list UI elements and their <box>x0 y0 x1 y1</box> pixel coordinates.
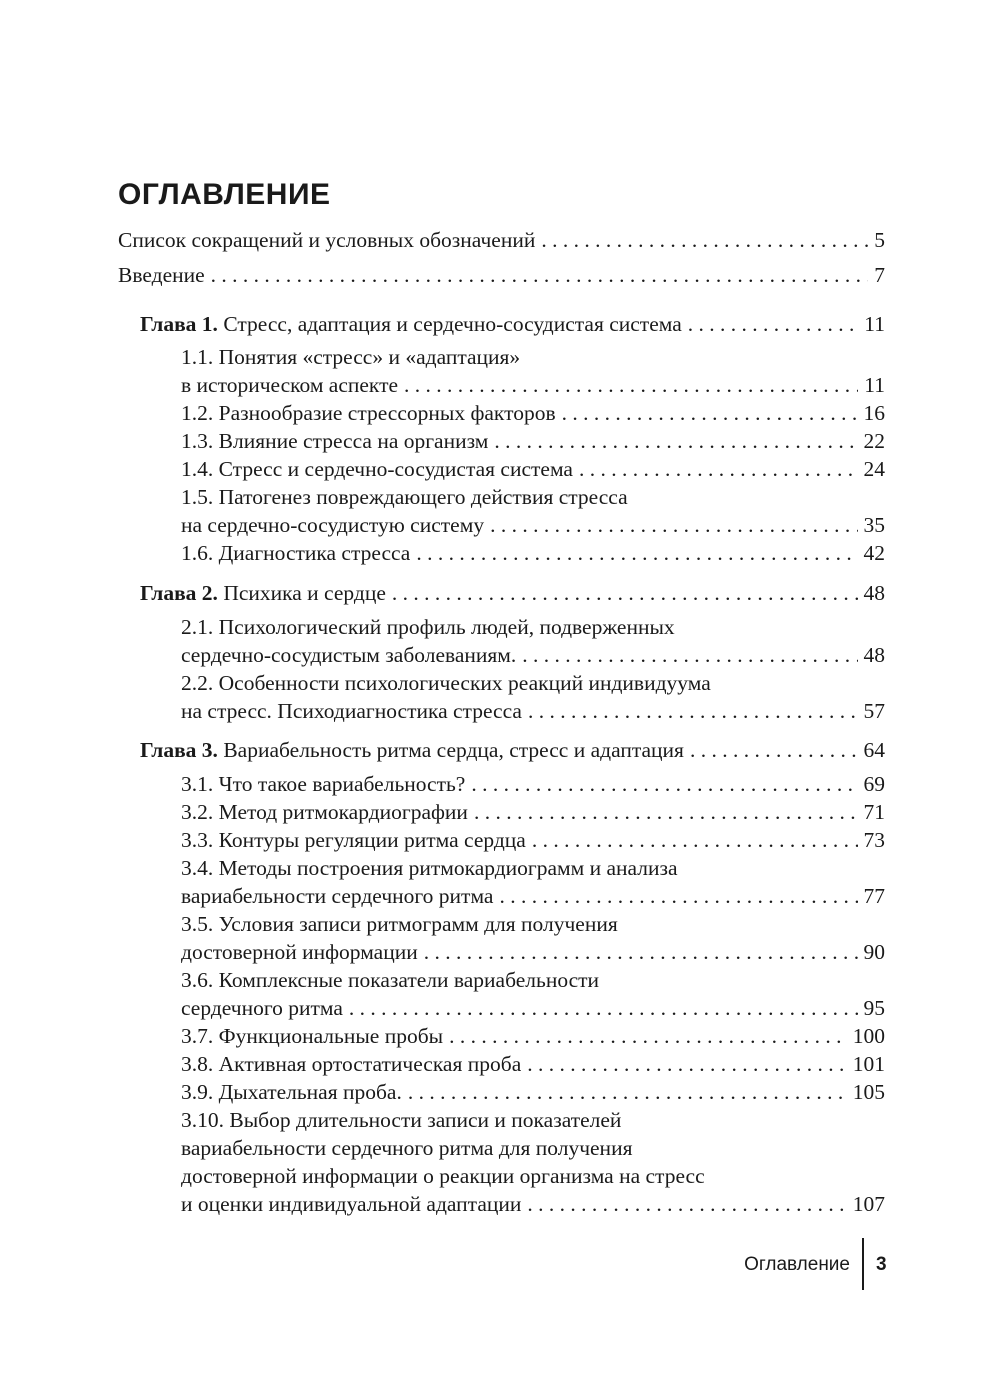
page-number: 90 <box>863 940 885 964</box>
section-title-line: 1.1. Понятия «стресс» и «адаптация» <box>181 345 521 369</box>
toc-section-3-6[interactable] <box>181 966 885 1022</box>
section-title-line: 3.5. Условия записи ритмограмм для получения <box>181 912 618 936</box>
chapter-label: Глава 3. <box>140 738 218 762</box>
section-title-line: сердечно-сосудистым заболеваниям. <box>181 643 517 667</box>
dot-leader <box>349 994 858 1022</box>
section-title-line: 3.9. Дыхательная проба. <box>181 1080 402 1104</box>
section-title-line: 3.7. Функциональные пробы <box>181 1024 444 1048</box>
section-title-line: 3.8. Активная ортостатическая проба <box>181 1052 522 1076</box>
chapter-title: Вариабельность ритма сердца, стресс и адаптация <box>223 738 684 762</box>
page-number: 24 <box>863 457 885 481</box>
toc-section-3-1[interactable] <box>181 770 885 798</box>
page-number: 77 <box>863 884 885 908</box>
section-title-line: 2.1. Психологический профиль людей, подверженных <box>181 615 675 639</box>
section-title-line: достоверной информации о реакции организма на стресс <box>181 1164 705 1188</box>
page-number: 16 <box>863 401 885 425</box>
page-number: 48 <box>863 643 885 667</box>
toc-section-3-5[interactable] <box>181 910 885 966</box>
section-title-line: вариабельности сердечного ритма <box>181 884 494 908</box>
footer-page-number: 3 <box>876 1254 887 1275</box>
section-title-line: 1.6. Диагностика стресса <box>181 541 411 565</box>
dot-leader <box>527 1190 846 1218</box>
section-title-line: 1.2. Разнообразие стрессорных факторов <box>181 401 556 425</box>
page-number: 69 <box>863 772 885 796</box>
page-number: 7 <box>874 263 885 287</box>
chapter-label: Глава 2. <box>140 581 218 605</box>
dot-leader <box>392 579 858 607</box>
section-title-line: сердечного ритма <box>181 996 343 1020</box>
dot-leader <box>579 455 858 483</box>
toc-entry-title: Введение <box>118 263 205 287</box>
section-title-line: достоверной информации <box>181 940 418 964</box>
page-number: 11 <box>864 373 885 397</box>
dot-leader <box>449 1022 847 1050</box>
dot-leader <box>211 261 869 289</box>
dot-leader <box>562 399 858 427</box>
dot-leader <box>474 798 858 826</box>
toc-section-1-4[interactable] <box>181 455 885 483</box>
toc-section-1-3[interactable] <box>181 427 885 455</box>
dot-leader <box>541 226 868 254</box>
section-title-line: 1.4. Стресс и сердечно-сосудистая система <box>181 457 573 481</box>
toc-section-1-5[interactable] <box>181 483 885 539</box>
toc-entry-abbreviations[interactable] <box>118 226 885 254</box>
section-title-line: 3.6. Комплексные показатели вариабельности <box>181 968 600 992</box>
page-number: 64 <box>863 738 885 762</box>
toc-section-2-1[interactable] <box>181 613 885 669</box>
page-title: ОГЛАВЛЕНИЕ <box>118 178 331 211</box>
toc-section-3-9[interactable] <box>181 1078 885 1106</box>
page-number: 48 <box>863 581 885 605</box>
dot-leader <box>490 511 857 539</box>
section-title-line: 1.3. Влияние стресса на организм <box>181 429 489 453</box>
toc-section-3-10[interactable] <box>181 1106 885 1218</box>
toc-entry-title: Список сокращений и условных обозначений <box>118 228 536 252</box>
section-title-line: на сердечно-сосудистую систему <box>181 513 485 537</box>
footer-divider <box>862 1238 864 1290</box>
page-number: 101 <box>852 1052 885 1076</box>
page-number: 5 <box>874 228 885 252</box>
dot-leader <box>532 826 858 854</box>
page-number: 100 <box>852 1024 885 1048</box>
page-number: 42 <box>863 541 885 565</box>
dot-leader <box>527 1050 847 1078</box>
page-number: 105 <box>852 1080 885 1104</box>
dot-leader <box>416 539 857 567</box>
toc-entry-introduction[interactable] <box>118 261 885 289</box>
page-number: 95 <box>863 996 885 1020</box>
toc-section-3-3[interactable] <box>181 826 885 854</box>
chapter-label: Глава 1. <box>140 312 218 336</box>
chapter-title: Стресс, адаптация и сердечно-сосудистая система <box>223 312 682 336</box>
dot-leader <box>688 310 859 338</box>
toc-section-1-1[interactable] <box>181 343 885 399</box>
toc-chapter-2[interactable] <box>140 579 885 607</box>
page-number: 71 <box>863 800 885 824</box>
dot-leader <box>690 736 858 764</box>
section-title-line: 3.3. Контуры регуляции ритма сердца <box>181 828 526 852</box>
section-title-line: 1.5. Патогенез повреждающего действия стресса <box>181 485 628 509</box>
section-title-line: на стресс. Психодиагностика стресса <box>181 699 522 723</box>
toc-section-2-2[interactable] <box>181 669 885 725</box>
section-title-line: вариабельности сердечного ритма для получения <box>181 1136 633 1160</box>
section-title-line: 2.2. Особенности психологических реакций индивидуума <box>181 671 711 695</box>
page-number: 22 <box>863 429 885 453</box>
page-number: 73 <box>863 828 885 852</box>
dot-leader <box>494 427 857 455</box>
toc-section-1-6[interactable] <box>181 539 885 567</box>
toc-section-1-2[interactable] <box>181 399 885 427</box>
section-title-line: 3.4. Методы построения ритмокардиограмм и анализа <box>181 856 678 880</box>
toc-section-3-2[interactable] <box>181 798 885 826</box>
section-title-line: 3.10. Выбор длительности записи и показателей <box>181 1108 622 1132</box>
dot-leader <box>528 697 858 725</box>
toc-section-3-8[interactable] <box>181 1050 885 1078</box>
section-title-line: 3.1. Что такое вариабельность? <box>181 772 466 796</box>
page-number: 11 <box>864 312 885 336</box>
toc-chapter-3[interactable] <box>140 736 885 764</box>
dot-leader <box>522 641 857 669</box>
dot-leader <box>404 371 858 399</box>
section-title-line: и оценки индивидуальной адаптации <box>181 1192 522 1216</box>
chapter-title: Психика и сердце <box>223 581 386 605</box>
dot-leader <box>408 1078 847 1106</box>
page-number: 57 <box>863 699 885 723</box>
page-number: 107 <box>852 1192 885 1216</box>
toc-chapter-1[interactable] <box>140 310 885 338</box>
running-footer-label: Оглавление <box>744 1254 850 1275</box>
toc-section-3-4[interactable] <box>181 854 885 910</box>
dot-leader <box>471 770 857 798</box>
section-title-line: в историческом аспекте <box>181 373 399 397</box>
page-number: 35 <box>863 513 885 537</box>
dot-leader <box>499 882 857 910</box>
section-title-line: 3.2. Метод ритмокардиографии <box>181 800 468 824</box>
dot-leader <box>424 938 858 966</box>
toc-section-3-7[interactable] <box>181 1022 885 1050</box>
